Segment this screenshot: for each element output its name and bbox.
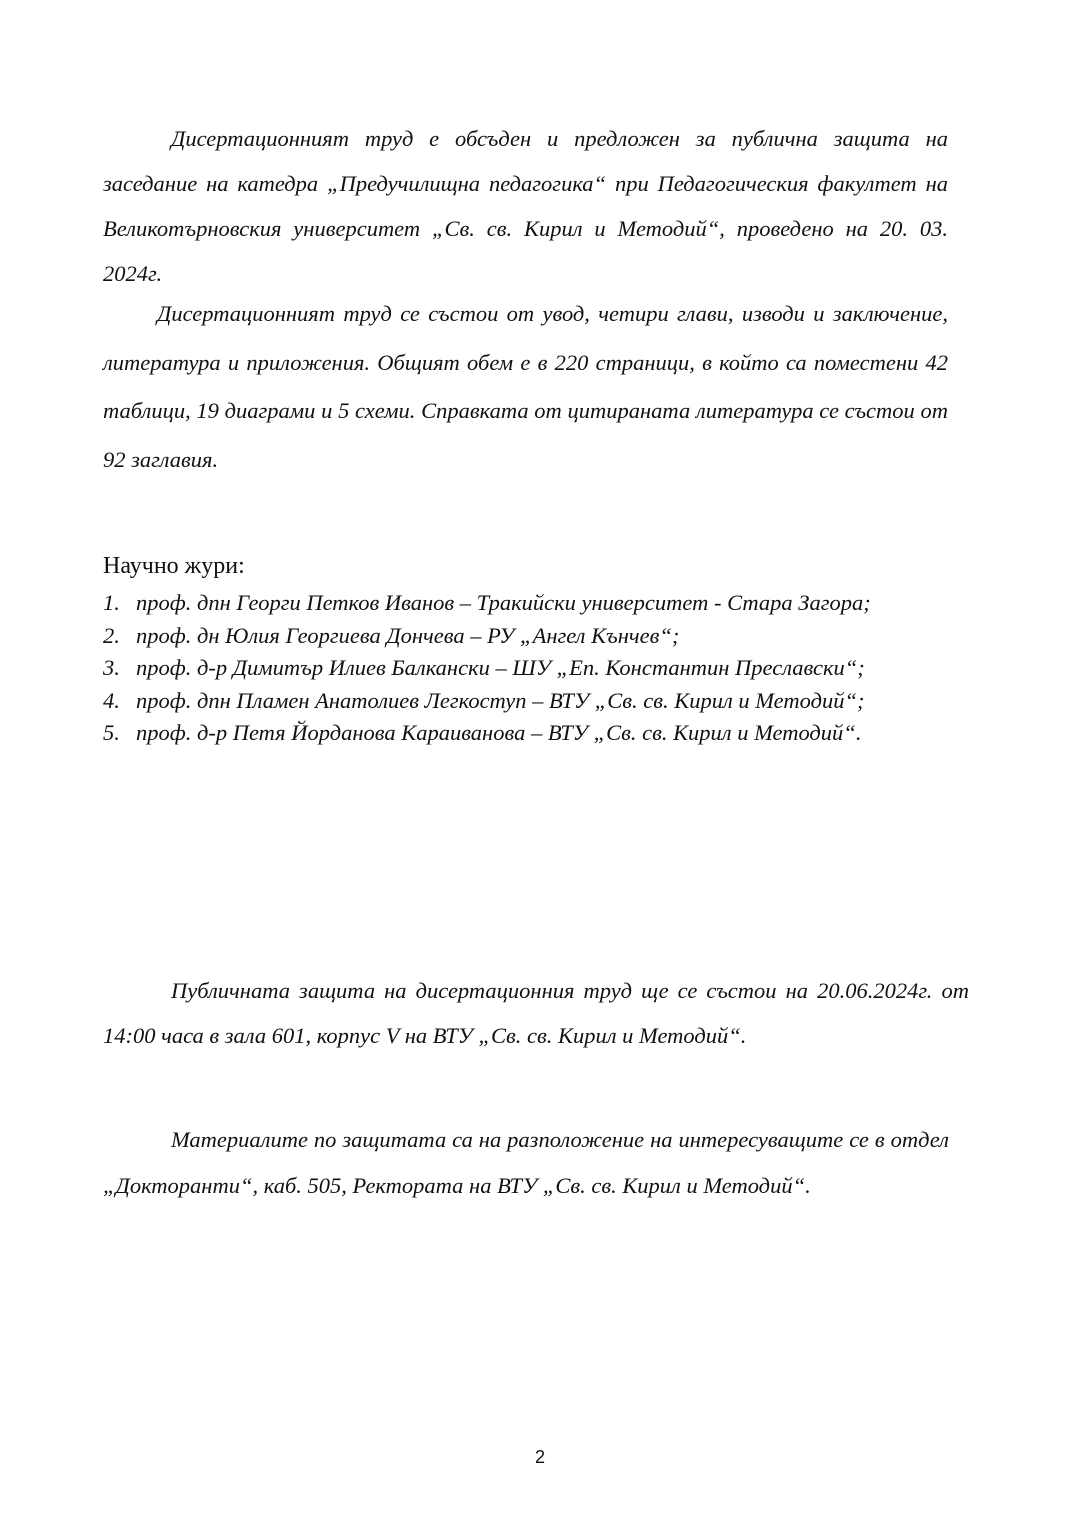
materials-paragraph [103, 1117, 949, 1209]
defense-text: Публичната защита на дисертационния труд ще се състои на 20.06.2024г. от 14:00 часа в зала 601, корпус V на ВТУ „Св. св. Кирил и Методий“. [103, 978, 969, 1048]
jury-member-text: проф. д-р Димитър Илиев Балкански – ШУ „Еп. Константин Преславски“; [136, 655, 865, 680]
page-number: 2 [534, 1447, 545, 1467]
jury-member-text: проф. дпн Пламен Анатолиев Легкоступ – ВТУ „Св. св. Кирил и Методий“; [136, 687, 865, 713]
materials-text: Материалите по защитата са на разположение на интересуващите се в отдел „Докторанти“, каб. 505, Ректората на ВТУ „Св. св. Кирил и Методий“. [103, 1127, 949, 1198]
jury-member-text: проф. дпн Георги Петков Иванов – Тракийски университет - Стара Загора; [136, 590, 871, 615]
jury-member [103, 620, 1003, 653]
defense-paragraph [103, 968, 969, 1058]
jury-member-text: проф. дн Юлия Георгиева Дончева – РУ „Ангел Кънчев“; [136, 622, 680, 648]
jury-member-number: 3. [103, 655, 120, 680]
jury-title: Научно жури: [103, 553, 245, 579]
jury-member [103, 587, 1003, 620]
discussion-text: Дисертационният труд е обсъден и предложен за публична защита на заседание на катедра „Предучилищна педагогика“ при Педагогическия факултет на Великотърновския университет „Св. св. Кирил и Методий“, проведено на 20. 03. 2024г. [103, 126, 948, 286]
jury-member-number: 2. [103, 622, 120, 648]
jury-list [103, 587, 1003, 750]
jury-member-number: 1. [103, 590, 120, 615]
jury-member-number: 4. [103, 687, 120, 713]
jury-member [103, 717, 1003, 750]
structure-text: Дисертационният труд се състои от увод, четири глави, изводи и заключение, литература и приложения. Общият обем е в 220 страници, в който са поместени 42 таблици, 19 диаграми и 5 схеми. Справката от цитираната литература се състои от 92 заглавия. [103, 301, 948, 472]
structure-paragraph [103, 290, 948, 484]
jury-member [103, 685, 1003, 718]
jury-member-text: проф. д-р Петя Йорданова Караиванова – ВТУ „Св. св. Кирил и Методий“. [136, 720, 862, 745]
jury-member [103, 652, 1003, 685]
jury-member-number: 5. [103, 720, 120, 745]
discussion-paragraph [103, 116, 948, 296]
